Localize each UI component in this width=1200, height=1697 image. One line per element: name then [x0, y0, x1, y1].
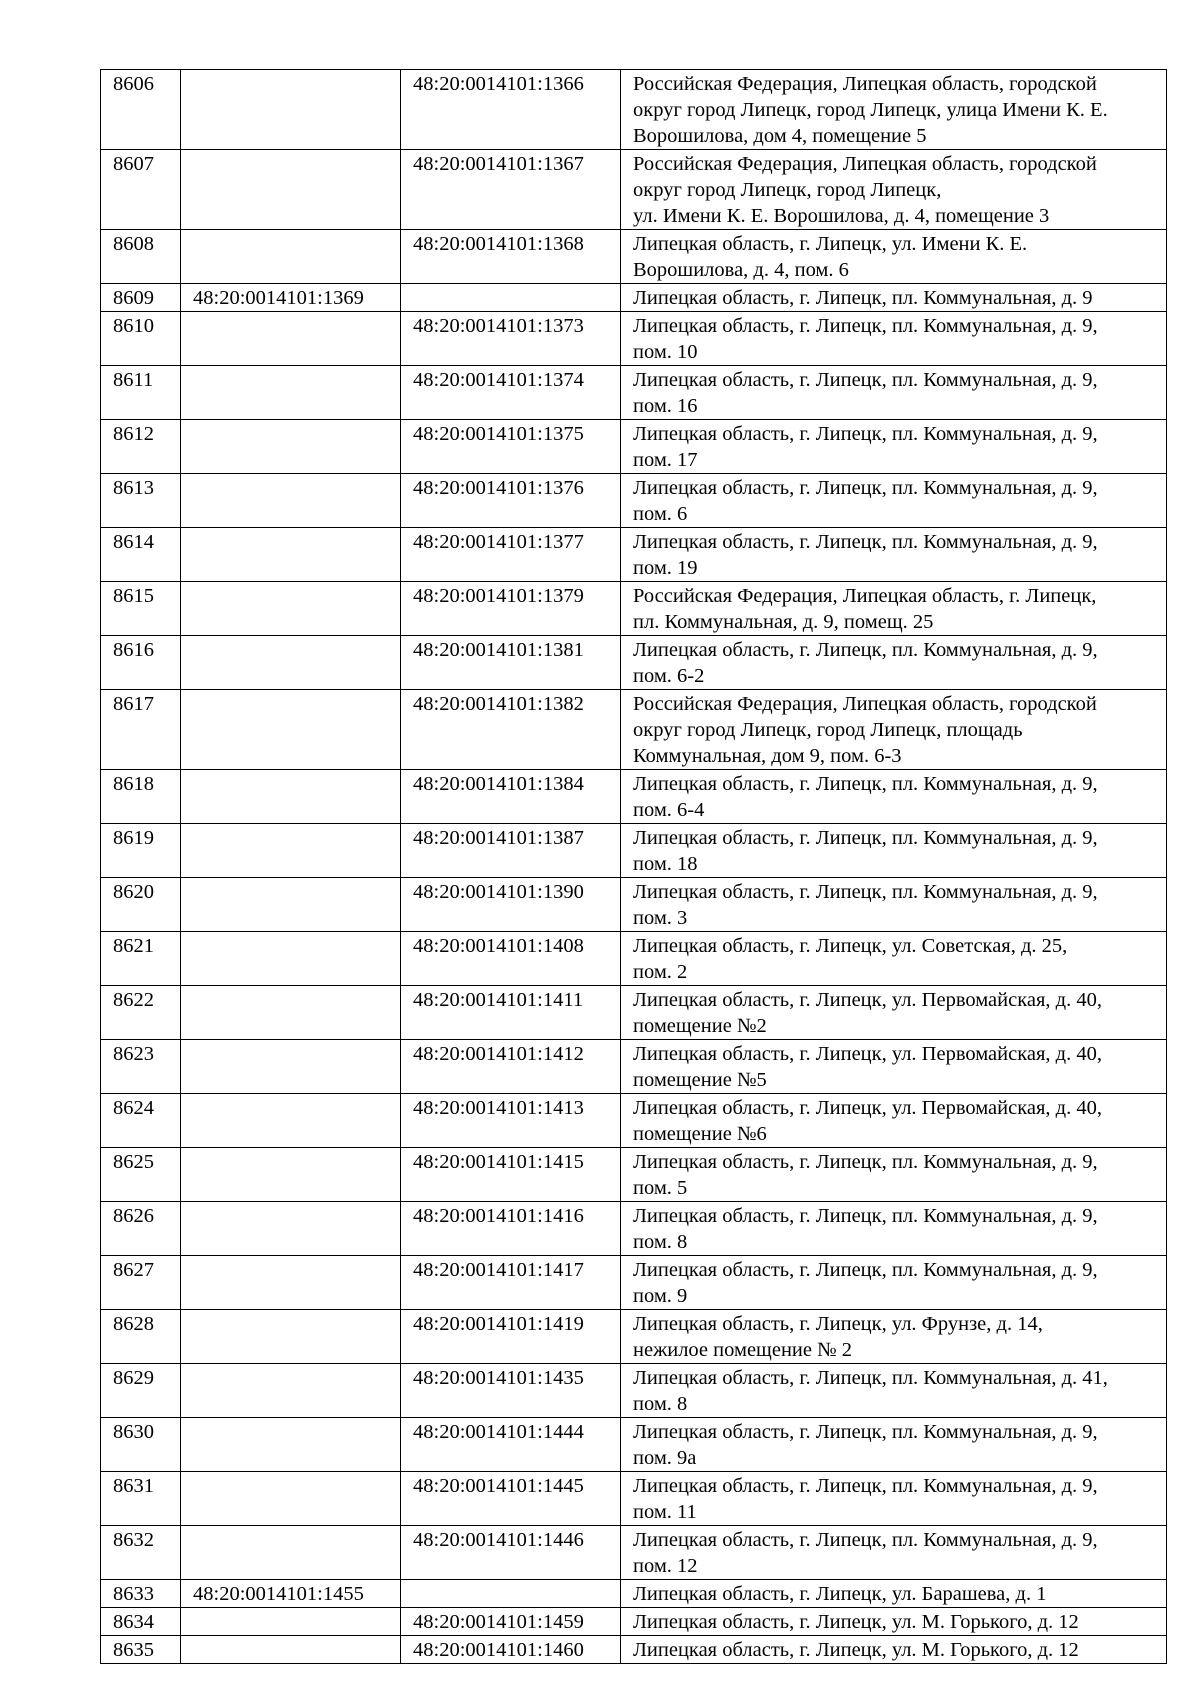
- address-cell: [621, 150, 1167, 230]
- cadastral-number-premises-cell: 48:20:0014101:1444: [401, 1418, 621, 1472]
- address-cell: [621, 824, 1167, 878]
- row-number-cell: 8617: [101, 690, 181, 770]
- cadastral-number-cell: [181, 420, 401, 474]
- address-line: Липецкая область, г. Липецк, пл. Коммунальная, д. 9,: [633, 477, 1098, 499]
- address-line: пом. 16: [633, 395, 698, 417]
- cadastral-number-premises-cell: 48:20:0014101:1408: [401, 932, 621, 986]
- address-line: Ворошилова, дом 4, помещение 5: [633, 125, 927, 147]
- address-line: Липецкая область, г. Липецк, пл. Коммунальная, д. 9,: [633, 315, 1098, 337]
- address-line: округ город Липецк, город Липецк, площадь: [633, 719, 1023, 741]
- address-line: Липецкая область, г. Липецк, пл. Коммунальная, д. 9,: [633, 531, 1098, 553]
- cadastral-number-premises-cell: 48:20:0014101:1373: [401, 312, 621, 366]
- address-line: пом. 6-2: [633, 665, 705, 687]
- cadastral-number-cell: [181, 932, 401, 986]
- table-row: [101, 582, 1167, 636]
- address-cell: [621, 690, 1167, 770]
- row-number-cell: 8615: [101, 582, 181, 636]
- address-line: Липецкая область, г. Липецк, ул. Первомайская, д. 40,: [633, 1097, 1102, 1119]
- cadastral-number-cell: [181, 1040, 401, 1094]
- cadastral-number-cell: [181, 528, 401, 582]
- table-row: [101, 932, 1167, 986]
- address-line: пл. Коммунальная, д. 9, помещ. 25: [633, 611, 934, 633]
- cadastral-number-cell: [181, 312, 401, 366]
- address-cell: [621, 474, 1167, 528]
- row-number-cell: 8630: [101, 1418, 181, 1472]
- address-line: пом. 17: [633, 449, 698, 471]
- row-number-cell: 8610: [101, 312, 181, 366]
- cadastral-number-cell: [181, 1364, 401, 1418]
- cadastral-number-cell: [181, 230, 401, 284]
- address-cell: [621, 284, 1167, 312]
- cadastral-number-premises-cell: 48:20:0014101:1411: [401, 986, 621, 1040]
- cadastral-number-premises-cell: 48:20:0014101:1415: [401, 1148, 621, 1202]
- table-row: [101, 690, 1167, 770]
- address-line: пом. 6: [633, 503, 688, 525]
- address-line: пом. 6-4: [633, 799, 705, 821]
- cadastral-number-premises-cell: [401, 1580, 621, 1608]
- address-line: Коммунальная, дом 9, пом. 6-3: [633, 745, 902, 767]
- address-line: Липецкая область, г. Липецк, пл. Коммунальная, д. 9,: [633, 1151, 1098, 1173]
- address-line: Липецкая область, г. Липецк, пл. Коммунальная, д. 9,: [633, 1259, 1098, 1281]
- cadastral-number-premises-cell: 48:20:0014101:1367: [401, 150, 621, 230]
- address-cell: [621, 420, 1167, 474]
- address-line: Российская Федерация, Липецкая область, г. Липецк,: [633, 585, 1097, 607]
- cadastral-number-cell: [181, 1608, 401, 1636]
- cadastral-number-cell: [181, 824, 401, 878]
- row-number-cell: 8612: [101, 420, 181, 474]
- cadastral-number-premises-cell: 48:20:0014101:1445: [401, 1472, 621, 1526]
- address-line: Липецкая область, г. Липецк, пл. Коммунальная, д. 9,: [633, 369, 1098, 391]
- address-line: Ворошилова, д. 4, пом. 6: [633, 259, 849, 281]
- table-row: [101, 824, 1167, 878]
- address-line: Липецкая область, г. Липецк, пл. Коммунальная, д. 9,: [633, 1475, 1098, 1497]
- table-row: [101, 284, 1167, 312]
- cadastral-number-premises-cell: 48:20:0014101:1384: [401, 770, 621, 824]
- address-line: помещение №5: [633, 1069, 767, 1091]
- table-row: [101, 366, 1167, 420]
- address-line: Липецкая область, г. Липецк, пл. Коммунальная, д. 9,: [633, 773, 1098, 795]
- address-line: пом. 8: [633, 1231, 688, 1253]
- address-cell: [621, 932, 1167, 986]
- cadastral-number-cell: [181, 770, 401, 824]
- cadastral-number-cell: [181, 366, 401, 420]
- address-cell: [621, 1580, 1167, 1608]
- address-line: пом. 11: [633, 1501, 697, 1523]
- address-line: Российская Федерация, Липецкая область, городской: [633, 693, 1097, 715]
- row-number-cell: 8635: [101, 1636, 181, 1664]
- table-row: [101, 1608, 1167, 1636]
- row-number-cell: 8611: [101, 366, 181, 420]
- address-line: Липецкая область, г. Липецк, пл. Коммунальная, д. 9,: [633, 1205, 1098, 1227]
- address-cell: [621, 1418, 1167, 1472]
- address-line: Липецкая область, г. Липецк, пл. Коммунальная, д. 9,: [633, 639, 1098, 661]
- cadastral-number-premises-cell: 48:20:0014101:1446: [401, 1526, 621, 1580]
- table-row: [101, 878, 1167, 932]
- row-number-cell: 8616: [101, 636, 181, 690]
- address-cell: [621, 1526, 1167, 1580]
- row-number-cell: 8631: [101, 1472, 181, 1526]
- address-line: Липецкая область, г. Липецк, ул. М. Горького, д. 12: [633, 1611, 1079, 1633]
- cadastral-number-premises-cell: 48:20:0014101:1417: [401, 1256, 621, 1310]
- cadastral-number-cell: [181, 878, 401, 932]
- address-line: Липецкая область, г. Липецк, ул. Советская, д. 25,: [633, 935, 1068, 957]
- address-line: Липецкая область, г. Липецк, ул. Барашева, д. 1: [633, 1583, 1047, 1605]
- table-row: [101, 1364, 1167, 1418]
- cadastral-number-premises-cell: 48:20:0014101:1413: [401, 1094, 621, 1148]
- address-line: Липецкая область, г. Липецк, пл. Коммунальная, д. 9,: [633, 1421, 1098, 1443]
- row-number-cell: 8609: [101, 284, 181, 312]
- cadastral-number-premises-cell: 48:20:0014101:1390: [401, 878, 621, 932]
- table-row: [101, 420, 1167, 474]
- table-row: [101, 1472, 1167, 1526]
- cadastral-number-premises-cell: 48:20:0014101:1412: [401, 1040, 621, 1094]
- row-number-cell: 8622: [101, 986, 181, 1040]
- row-number-cell: 8614: [101, 528, 181, 582]
- address-line: Липецкая область, г. Липецк, пл. Коммунальная, д. 9,: [633, 423, 1098, 445]
- address-cell: [621, 528, 1167, 582]
- address-line: пом. 19: [633, 557, 698, 579]
- address-line: Липецкая область, г. Липецк, ул. М. Горького, д. 12: [633, 1639, 1079, 1661]
- address-line: Липецкая область, г. Липецк, пл. Коммунальная, д. 9,: [633, 881, 1098, 903]
- address-line: Липецкая область, г. Липецк, ул. Первомайская, д. 40,: [633, 989, 1102, 1011]
- cadastral-number-cell: [181, 986, 401, 1040]
- table-row: [101, 528, 1167, 582]
- cadastral-number-cell: [181, 150, 401, 230]
- cadastral-number-premises-cell: 48:20:0014101:1368: [401, 230, 621, 284]
- address-line: Липецкая область, г. Липецк, пл. Коммунальная, д. 9,: [633, 1529, 1098, 1551]
- cadastral-number-premises-cell: 48:20:0014101:1377: [401, 528, 621, 582]
- address-cell: [621, 70, 1167, 150]
- cadastral-number-premises-cell: 48:20:0014101:1435: [401, 1364, 621, 1418]
- address-line: пом. 3: [633, 907, 688, 929]
- address-cell: [621, 312, 1167, 366]
- table-row: [101, 474, 1167, 528]
- address-line: Липецкая область, г. Липецк, ул. Фрунзе, д. 14,: [633, 1313, 1043, 1335]
- cadastral-number-premises-cell: 48:20:0014101:1366: [401, 70, 621, 150]
- address-line: нежилое помещение № 2: [633, 1339, 853, 1361]
- address-cell: [621, 878, 1167, 932]
- registry-table-body: [101, 70, 1167, 1664]
- address-line: пом. 18: [633, 853, 698, 875]
- table-row: [101, 70, 1167, 150]
- cadastral-number-cell: [181, 690, 401, 770]
- address-line: Липецкая область, г. Липецк, ул. Первомайская, д. 40,: [633, 1043, 1102, 1065]
- address-line: помещение №6: [633, 1123, 767, 1145]
- table-row: [101, 1418, 1167, 1472]
- address-cell: [621, 1608, 1167, 1636]
- cadastral-number-cell: [181, 1418, 401, 1472]
- address-line: Липецкая область, г. Липецк, пл. Коммунальная, д. 9,: [633, 827, 1098, 849]
- registry-table: [100, 69, 1167, 1664]
- table-row: [101, 1526, 1167, 1580]
- address-cell: [621, 1202, 1167, 1256]
- table-row: [101, 1202, 1167, 1256]
- address-cell: [621, 1310, 1167, 1364]
- row-number-cell: 8628: [101, 1310, 181, 1364]
- cadastral-number-cell: [181, 1310, 401, 1364]
- address-line: округ город Липецк, город Липецк,: [633, 179, 942, 201]
- cadastral-number-premises-cell: 48:20:0014101:1387: [401, 824, 621, 878]
- cadastral-number-cell: [181, 582, 401, 636]
- row-number-cell: 8618: [101, 770, 181, 824]
- address-line: пом. 9а: [633, 1447, 697, 1469]
- cadastral-number-cell: [181, 1148, 401, 1202]
- cadastral-number-cell: [181, 1526, 401, 1580]
- cadastral-number-premises-cell: 48:20:0014101:1459: [401, 1608, 621, 1636]
- row-number-cell: 8634: [101, 1608, 181, 1636]
- table-row: [101, 312, 1167, 366]
- row-number-cell: 8620: [101, 878, 181, 932]
- address-cell: [621, 1636, 1167, 1664]
- row-number-cell: 8632: [101, 1526, 181, 1580]
- address-line: пом. 10: [633, 341, 698, 363]
- table-row: [101, 1094, 1167, 1148]
- address-cell: [621, 770, 1167, 824]
- cadastral-number-cell: 48:20:0014101:1455: [181, 1580, 401, 1608]
- row-number-cell: 8608: [101, 230, 181, 284]
- cadastral-number-cell: 48:20:0014101:1369: [181, 284, 401, 312]
- table-row: [101, 230, 1167, 284]
- address-cell: [621, 1472, 1167, 1526]
- address-cell: [621, 1364, 1167, 1418]
- address-cell: [621, 1256, 1167, 1310]
- cadastral-number-premises-cell: 48:20:0014101:1419: [401, 1310, 621, 1364]
- address-cell: [621, 636, 1167, 690]
- table-row: [101, 1310, 1167, 1364]
- row-number-cell: 8633: [101, 1580, 181, 1608]
- cadastral-number-cell: [181, 1636, 401, 1664]
- cadastral-number-cell: [181, 1202, 401, 1256]
- address-cell: [621, 1148, 1167, 1202]
- cadastral-number-cell: [181, 474, 401, 528]
- cadastral-number-cell: [181, 1256, 401, 1310]
- row-number-cell: 8621: [101, 932, 181, 986]
- address-line: Российская Федерация, Липецкая область, городской: [633, 153, 1097, 175]
- address-line: пом. 12: [633, 1555, 698, 1577]
- cadastral-number-premises-cell: 48:20:0014101:1460: [401, 1636, 621, 1664]
- address-line: пом. 8: [633, 1393, 688, 1415]
- address-line: Липецкая область, г. Липецк, пл. Коммунальная, д. 9: [633, 287, 1093, 309]
- address-line: округ город Липецк, город Липецк, улица Имени К. Е.: [633, 99, 1108, 121]
- address-cell: [621, 582, 1167, 636]
- row-number-cell: 8629: [101, 1364, 181, 1418]
- cadastral-number-premises-cell: 48:20:0014101:1379: [401, 582, 621, 636]
- row-number-cell: 8613: [101, 474, 181, 528]
- table-row: [101, 1148, 1167, 1202]
- address-cell: [621, 1094, 1167, 1148]
- address-line: помещение №2: [633, 1015, 767, 1037]
- row-number-cell: 8623: [101, 1040, 181, 1094]
- address-cell: [621, 366, 1167, 420]
- cadastral-number-premises-cell: [401, 284, 621, 312]
- row-number-cell: 8625: [101, 1148, 181, 1202]
- table-row: [101, 1580, 1167, 1608]
- address-cell: [621, 986, 1167, 1040]
- address-line: Российская Федерация, Липецкая область, городской: [633, 73, 1097, 95]
- row-number-cell: 8627: [101, 1256, 181, 1310]
- address-line: ул. Имени К. Е. Ворошилова, д. 4, помещение 3: [633, 205, 1050, 227]
- address-line: пом. 9: [633, 1285, 688, 1307]
- cadastral-number-premises-cell: 48:20:0014101:1375: [401, 420, 621, 474]
- row-number-cell: 8619: [101, 824, 181, 878]
- table-row: [101, 1636, 1167, 1664]
- row-number-cell: 8606: [101, 70, 181, 150]
- table-row: [101, 986, 1167, 1040]
- address-line: Липецкая область, г. Липецк, пл. Коммунальная, д. 41,: [633, 1367, 1108, 1389]
- table-row: [101, 1040, 1167, 1094]
- table-row: [101, 770, 1167, 824]
- row-number-cell: 8607: [101, 150, 181, 230]
- address-cell: [621, 1040, 1167, 1094]
- table-row: [101, 150, 1167, 230]
- cadastral-number-premises-cell: 48:20:0014101:1416: [401, 1202, 621, 1256]
- table-row: [101, 636, 1167, 690]
- cadastral-number-premises-cell: 48:20:0014101:1376: [401, 474, 621, 528]
- cadastral-number-cell: [181, 70, 401, 150]
- cadastral-number-premises-cell: 48:20:0014101:1382: [401, 690, 621, 770]
- address-line: Липецкая область, г. Липецк, ул. Имени К. Е.: [633, 233, 1028, 255]
- row-number-cell: 8624: [101, 1094, 181, 1148]
- row-number-cell: 8626: [101, 1202, 181, 1256]
- cadastral-number-cell: [181, 636, 401, 690]
- table-row: [101, 1256, 1167, 1310]
- address-line: пом. 2: [633, 961, 688, 983]
- cadastral-number-premises-cell: 48:20:0014101:1374: [401, 366, 621, 420]
- cadastral-number-cell: [181, 1472, 401, 1526]
- address-line: пом. 5: [633, 1177, 688, 1199]
- address-cell: [621, 230, 1167, 284]
- cadastral-number-premises-cell: 48:20:0014101:1381: [401, 636, 621, 690]
- cadastral-number-cell: [181, 1094, 401, 1148]
